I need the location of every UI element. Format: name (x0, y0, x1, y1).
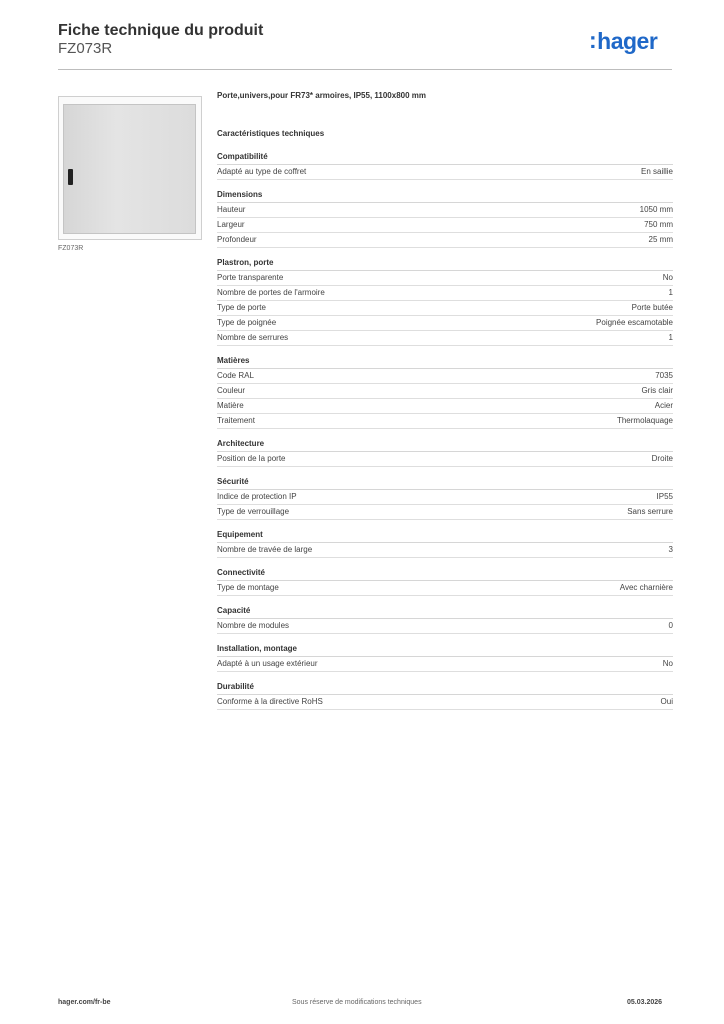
spec-value: Poignée escamotable (596, 318, 673, 327)
spec-group-title: Equipement (217, 529, 673, 543)
specs-heading: Caractéristiques techniques (217, 129, 325, 138)
spec-row (217, 414, 673, 429)
spec-groups (217, 151, 673, 710)
spec-row (217, 369, 673, 384)
spec-value: No (662, 659, 673, 668)
spec-row (217, 490, 673, 505)
spec-row (217, 331, 673, 346)
spec-group (217, 567, 673, 596)
spec-label: Nombre de serrures (217, 333, 289, 342)
spec-group-title: Installation, montage (217, 643, 673, 657)
spec-group (217, 438, 673, 467)
spec-value: 7035 (655, 371, 673, 380)
spec-value: 1050 mm (639, 205, 673, 214)
page-title: Fiche technique du produit (58, 22, 264, 39)
spec-value: Droite (651, 454, 673, 463)
spec-value: Thermolaquage (616, 416, 673, 425)
spec-group (217, 605, 673, 634)
spec-value: 750 mm (644, 220, 673, 229)
spec-row (217, 233, 673, 248)
spec-group-title: Architecture (217, 438, 673, 452)
spec-group-title: Matières (217, 355, 673, 369)
spec-label: Conforme à la directive RoHS (217, 697, 323, 706)
spec-label: Code RAL (217, 371, 254, 380)
spec-value: 3 (668, 545, 673, 554)
spec-row (217, 203, 673, 218)
product-description: Porte,univers,pour FR73* armoires, IP55, 1100x800 mm (217, 91, 426, 100)
logo-colon: : (589, 27, 597, 53)
spec-value: Gris clair (641, 386, 673, 395)
spec-label: Traitement (217, 416, 255, 425)
spec-value: 1 (668, 333, 673, 342)
spec-group (217, 643, 673, 672)
spec-value: Oui (660, 697, 673, 706)
spec-value: 25 mm (648, 235, 673, 244)
spec-row (217, 543, 673, 558)
spec-group-title: Capacité (217, 605, 673, 619)
spec-row (217, 657, 673, 672)
spec-label: Nombre de portes de l'armoire (217, 288, 325, 297)
logo-text: hager (597, 28, 658, 54)
spec-label: Matière (217, 401, 244, 410)
spec-group-title: Sécurité (217, 476, 673, 490)
spec-group-title: Plastron, porte (217, 257, 673, 271)
spec-label: Adapté à un usage extérieur (217, 659, 318, 668)
door-panel (63, 104, 196, 234)
spec-value: En saillie (640, 167, 673, 176)
spec-row (217, 505, 673, 520)
spec-group (217, 476, 673, 520)
spec-value: Avec charnière (619, 583, 673, 592)
spec-group-title: Durabilité (217, 681, 673, 695)
header-divider (58, 69, 672, 70)
spec-label: Type de montage (217, 583, 279, 592)
spec-label: Nombre de modules (217, 621, 290, 630)
spec-row (217, 316, 673, 331)
footer-disclaimer: Sous réserve de modifications techniques (292, 999, 422, 1006)
spec-label: Nombre de travée de large (217, 545, 313, 554)
spec-row (217, 286, 673, 301)
door-handle (68, 169, 73, 185)
spec-label: Hauteur (217, 205, 246, 214)
spec-value: Sans serrure (627, 507, 673, 516)
spec-group (217, 189, 673, 248)
spec-group (217, 151, 673, 180)
footer-website: hager.com/fr-be (58, 999, 111, 1006)
spec-group (217, 529, 673, 558)
spec-label: Profondeur (217, 235, 257, 244)
spec-row (217, 695, 673, 710)
spec-row (217, 384, 673, 399)
hager-logo (589, 28, 657, 55)
spec-group (217, 681, 673, 710)
spec-group-title: Dimensions (217, 189, 673, 203)
image-caption: FZ073R (58, 245, 84, 252)
spec-label: Type de poignée (217, 318, 277, 327)
spec-value: 1 (668, 288, 673, 297)
spec-row (217, 301, 673, 316)
spec-group-title: Compatibilité (217, 151, 673, 165)
product-image (58, 96, 202, 240)
spec-row (217, 619, 673, 634)
spec-value: Acier (654, 401, 673, 410)
spec-value: IP55 (656, 492, 673, 501)
spec-group (217, 257, 673, 346)
spec-value: 0 (668, 621, 673, 630)
spec-group-title: Connectivité (217, 567, 673, 581)
spec-row (217, 271, 673, 286)
spec-value: Porte butée (631, 303, 673, 312)
spec-value: No (662, 273, 673, 282)
product-reference: FZ073R (58, 40, 113, 57)
spec-label: Porte transparente (217, 273, 284, 282)
spec-label: Position de la porte (217, 454, 286, 463)
spec-row (217, 581, 673, 596)
spec-label: Type de verrouillage (217, 507, 290, 516)
footer-date: 05.03.2026 (627, 999, 663, 1006)
spec-label: Indice de protection IP (217, 492, 297, 501)
spec-label: Largeur (217, 220, 245, 229)
spec-row (217, 399, 673, 414)
spec-label: Adapté au type de coffret (217, 167, 307, 176)
spec-row (217, 452, 673, 467)
spec-group (217, 355, 673, 429)
spec-label: Type de porte (217, 303, 266, 312)
spec-content (217, 91, 673, 719)
spec-label: Couleur (217, 386, 246, 395)
spec-row (217, 218, 673, 233)
spec-row (217, 165, 673, 180)
